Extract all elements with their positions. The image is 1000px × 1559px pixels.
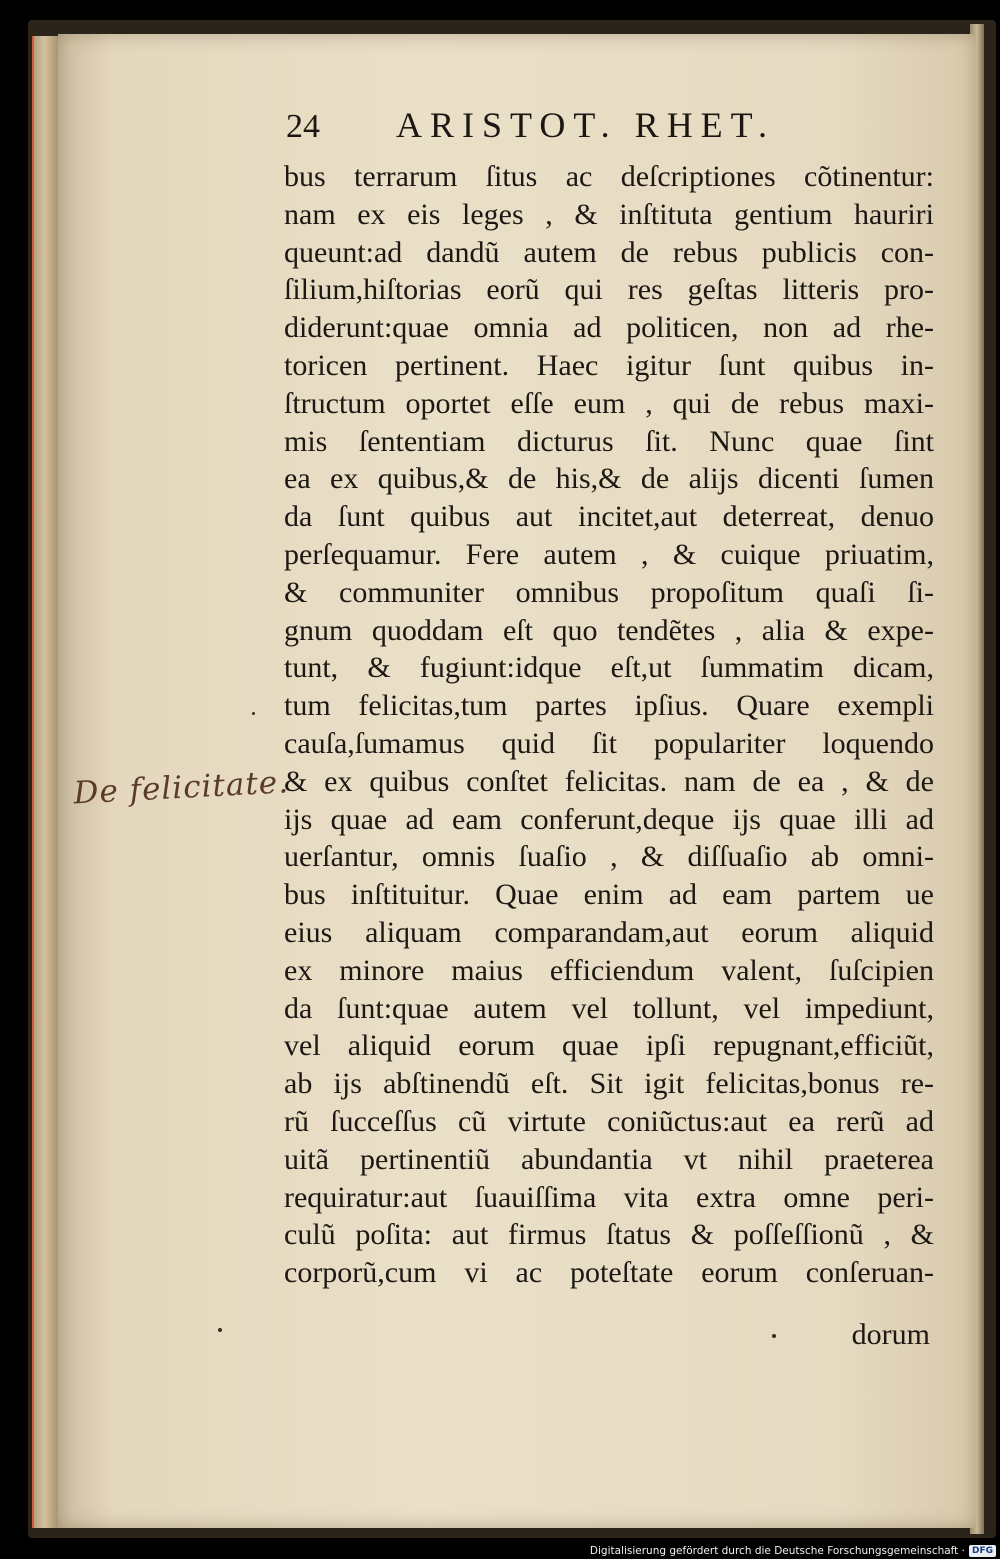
text-line: ijs quae ad eam conferunt,deque ijs quae illi ad (284, 802, 934, 836)
text-line: queunt:ad dandũ autem de rebus publicis con- (284, 235, 934, 269)
text-line: bus terrarum ſitus ac deſcriptiones cõtinentur: (284, 160, 934, 193)
text-line: gnum quoddam eſt quo tendẽtes , alia & expe- (284, 613, 934, 647)
text-line: & ex quibus conſtet felicitas. nam de ea , & de (284, 764, 934, 798)
text-line: culũ poſita: aut firmus ſtatus & poſſeſſionũ , & (284, 1218, 934, 1252)
text-line: corporũ,cum vi ac poteſtate eorum conſeruan- (284, 1256, 934, 1290)
paper-speck (772, 1334, 776, 1338)
text-line: bus inſtituitur. Quae enim ad eam partem ue (284, 878, 934, 912)
text-line: tum felicitas,tum partes ipſius. Quare exempli (284, 689, 934, 723)
digitization-footer (589, 1542, 996, 1559)
page-gutter-edge (32, 36, 60, 1528)
text-line: requiratur:aut ſuauiſſima vita extra omne peri- (284, 1180, 934, 1214)
handwritten-marginal-note: De felicitate. (72, 764, 290, 812)
running-head (286, 104, 846, 154)
text-line: da ſunt quibus aut incitet,aut deterreat, denuo (284, 500, 934, 534)
text-line: ab ijs abſtinendũ eſt. Sit igit felicitas,bonus re- (284, 1067, 934, 1101)
text-line: rũ ſucceſſus cũ virtute coniũctus:aut ea rerũ ad (284, 1104, 934, 1138)
text-line: nam ex eis leges , & inſtituta gentium hauriri (284, 197, 934, 231)
dfg-logo-icon: DFG (969, 1545, 996, 1557)
paper-speck (218, 1328, 222, 1332)
text-line: mis ſententiam dicturus ſit. Nunc quae ſint (284, 424, 934, 458)
text-line: ex minore maius efficiendum valent, ſuſcipien (284, 953, 934, 987)
page-number: 24 (286, 108, 320, 145)
catchword: dorum (851, 1318, 930, 1351)
body-text (284, 158, 934, 1292)
text-line: tunt, & fugiunt:idque eſt,ut ſummatim dicam, (284, 651, 934, 685)
text-line: toricen pertinent. Haec igitur ſunt quibus in- (284, 348, 934, 382)
text-line: perſequamur. Fere autem , & cuique priuatim, (284, 537, 934, 571)
footer-credit-text: Digitalisierung gefördert durch die Deutsche Forschungsgemeinschaft · (589, 1544, 965, 1557)
paper-speck (252, 712, 255, 715)
text-line: ſilium,hiſtorias eorũ qui res geſtas litteris pro- (284, 273, 934, 307)
running-title: ARISTOT. RHET. (396, 105, 775, 145)
text-line: da ſunt:quae autem vel tollunt, vel impediunt, (284, 991, 934, 1025)
text-line: & communiter omnibus propoſitum quaſi ſi- (284, 575, 934, 609)
text-line: ea ex quibus,& de his,& de alijs dicenti ſumen (284, 462, 934, 496)
text-line: uerſantur, omnis ſuaſio , & diſſuaſio ab omni- (284, 840, 934, 874)
text-line: cauſa,ſumamus quid ſit populariter loquendo (284, 726, 934, 760)
text-line: diderunt:quae omnia ad politicen, non ad rhe- (284, 311, 934, 345)
text-line: ſtructum oportet eſſe eum , qui de rebus maxi- (284, 386, 934, 420)
text-line: vel aliquid eorum quae ipſi repugnant,efficiũt, (284, 1029, 934, 1063)
text-line: uitã pertinentiũ abundantia vt nihil praeterea (284, 1142, 934, 1176)
text-line: eius aliquam comparandam,aut eorum aliquid (284, 915, 934, 949)
